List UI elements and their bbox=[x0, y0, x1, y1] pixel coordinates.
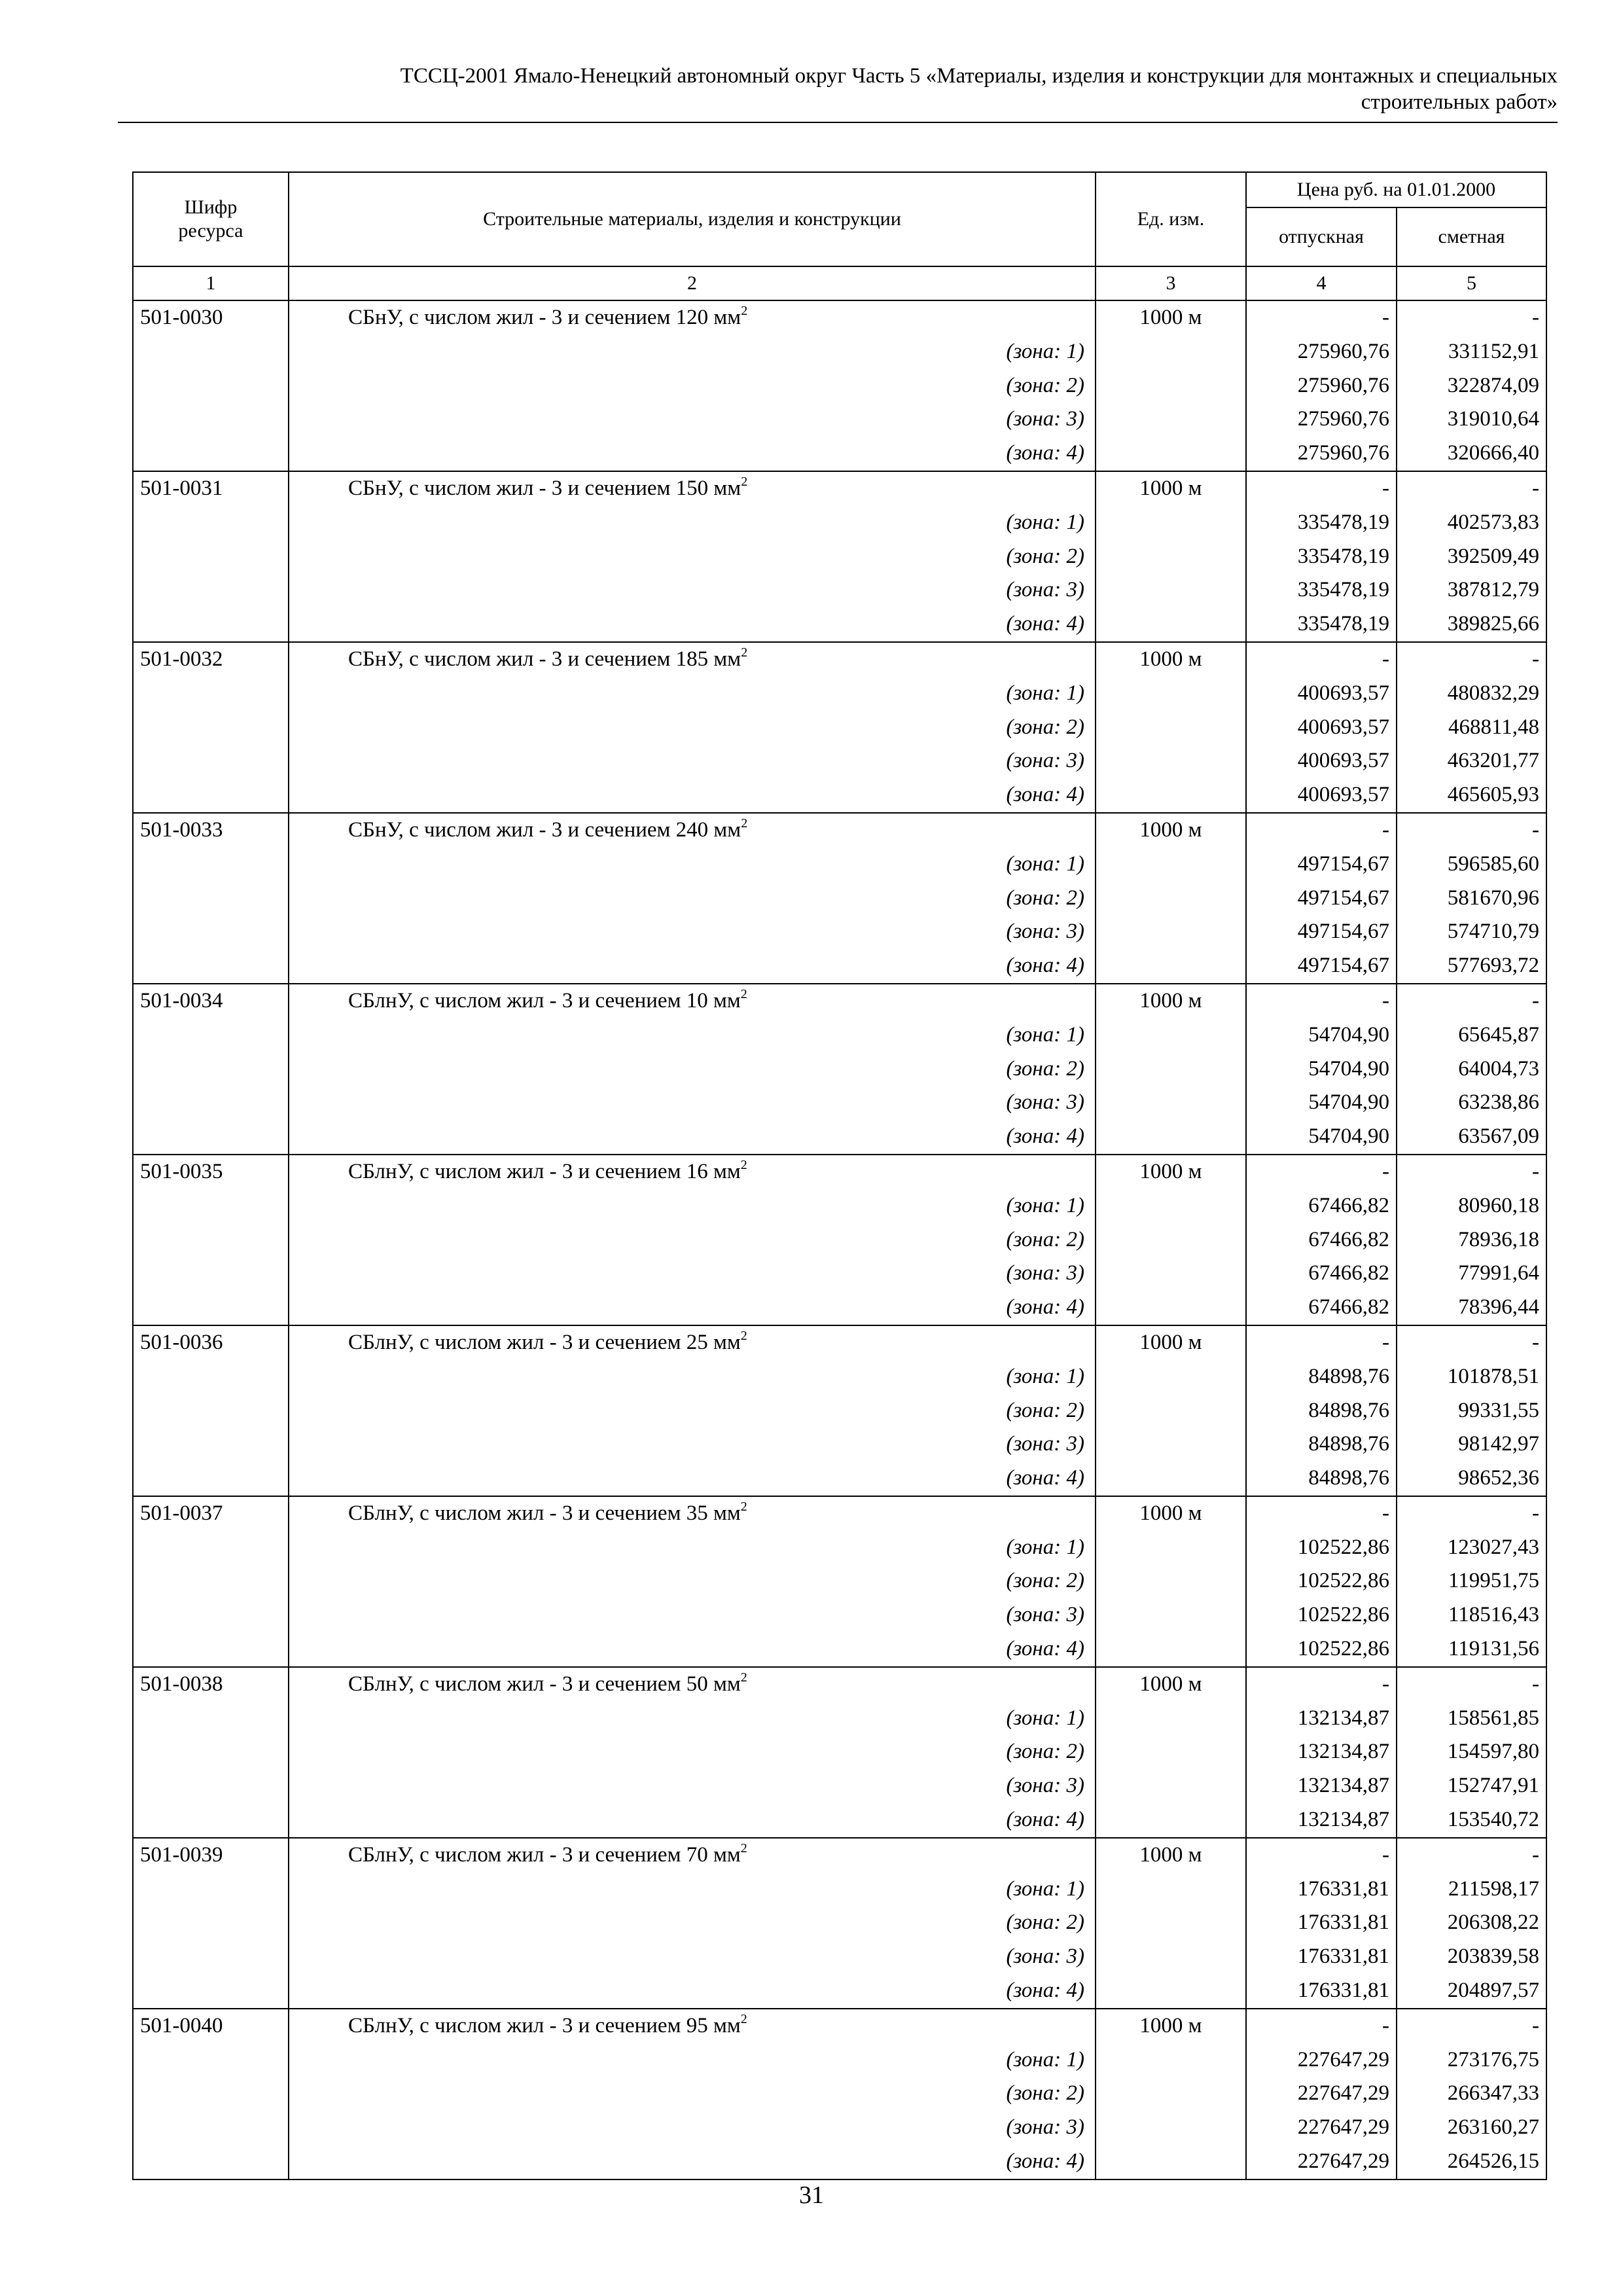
col-header-estimate: сметная bbox=[1397, 207, 1546, 266]
zone-label: (зона: 3) bbox=[1006, 1603, 1084, 1627]
table-row bbox=[133, 300, 1546, 471]
unit: 1000 м bbox=[1096, 1155, 1246, 1325]
zone-label: (зона: 3) bbox=[1006, 407, 1084, 431]
estimate-price: 203839,58 bbox=[1447, 1945, 1540, 1969]
estimate-price-cell bbox=[1397, 300, 1546, 471]
material-name bbox=[296, 1326, 1088, 1360]
zone-label: (зона: 2) bbox=[1006, 2081, 1084, 2106]
table-row bbox=[133, 1838, 1546, 2009]
release-price: 84898,76 bbox=[1308, 1432, 1389, 1456]
zone-label: (зона: 3) bbox=[1006, 920, 1084, 944]
estimate-price: 65645,87 bbox=[1458, 1022, 1540, 1047]
release-price-cell bbox=[1246, 471, 1397, 642]
column-number-row bbox=[133, 266, 1546, 300]
release-price: 67466,82 bbox=[1308, 1261, 1389, 1285]
estimate-price: 152747,91 bbox=[1447, 1774, 1540, 1798]
resource-code: 501-0040 bbox=[133, 2009, 289, 2179]
release-price: 67466,82 bbox=[1308, 1295, 1389, 1319]
release-price-cell bbox=[1246, 642, 1397, 813]
zone-label: (зона: 3) bbox=[1006, 749, 1084, 773]
col-header-name: Строительные материалы, изделия и конструкции bbox=[289, 172, 1096, 266]
estimate-price: 98652,36 bbox=[1458, 1466, 1540, 1490]
material-name-text: СБлнУ, с числом жил - 3 и сечением 16 мм bbox=[348, 1159, 741, 1183]
release-price: 400693,57 bbox=[1297, 749, 1389, 773]
release-price: - bbox=[1382, 2013, 1389, 2037]
zone-label: (зона: 1) bbox=[1006, 1876, 1084, 1901]
release-price: 275960,76 bbox=[1297, 373, 1389, 397]
material-name-cell bbox=[289, 642, 1096, 813]
zone-label: (зона: 2) bbox=[1006, 1910, 1084, 1935]
material-name bbox=[296, 472, 1088, 506]
material-name bbox=[296, 984, 1088, 1018]
unit-superscript: 2 bbox=[740, 1840, 747, 1856]
release-price: 227647,29 bbox=[1297, 2115, 1389, 2140]
estimate-price: - bbox=[1532, 1672, 1540, 1696]
zone-label: (зона: 4) bbox=[1006, 612, 1084, 636]
zone-label: (зона: 3) bbox=[1006, 1261, 1084, 1285]
release-price: 176331,81 bbox=[1297, 1979, 1389, 2003]
estimate-price: 389825,66 bbox=[1447, 612, 1540, 636]
zone-label: (зона: 4) bbox=[1006, 954, 1084, 978]
release-price: 497154,67 bbox=[1297, 954, 1389, 978]
release-price: 176331,81 bbox=[1297, 1910, 1389, 1935]
release-price: 84898,76 bbox=[1308, 1398, 1389, 1422]
page-number: 31 bbox=[799, 2181, 824, 2209]
unit: 1000 м bbox=[1096, 1325, 1246, 1496]
estimate-price: 264526,15 bbox=[1447, 2149, 1540, 2174]
estimate-price: 480832,29 bbox=[1447, 681, 1540, 705]
unit: 1000 м bbox=[1096, 1838, 1246, 2009]
release-price: 132134,87 bbox=[1297, 1706, 1389, 1730]
material-name-text: СБлнУ, с числом жил - 3 и сечением 25 мм bbox=[348, 1330, 741, 1354]
zone-label: (зона: 1) bbox=[1006, 1193, 1084, 1217]
release-price: 275960,76 bbox=[1297, 407, 1389, 431]
release-price: 227647,29 bbox=[1297, 2047, 1389, 2072]
release-price: 497154,67 bbox=[1297, 920, 1389, 944]
col-header-release: отпускная bbox=[1246, 207, 1397, 266]
release-price: - bbox=[1382, 476, 1389, 500]
material-name bbox=[296, 301, 1088, 335]
release-price-cell bbox=[1246, 1667, 1397, 1838]
estimate-price: 154597,80 bbox=[1447, 1740, 1540, 1764]
resource-code: 501-0032 bbox=[133, 642, 289, 813]
material-name bbox=[296, 1155, 1088, 1189]
zone-label: (зона: 3) bbox=[1006, 1945, 1084, 1969]
material-name-cell bbox=[289, 1325, 1096, 1496]
zone-label: (зона: 2) bbox=[1006, 544, 1084, 568]
estimate-price: 206308,22 bbox=[1447, 1910, 1540, 1935]
unit-superscript: 2 bbox=[740, 1499, 747, 1514]
material-name-text: СБнУ, с числом жил - 3 и сечением 150 мм bbox=[348, 476, 741, 500]
column-number: 5 bbox=[1397, 266, 1546, 300]
table-row bbox=[133, 1667, 1546, 1838]
release-price: - bbox=[1382, 1159, 1389, 1183]
estimate-price: - bbox=[1532, 647, 1540, 671]
unit-superscript: 2 bbox=[740, 1328, 747, 1343]
unit: 1000 м bbox=[1096, 1667, 1246, 1838]
release-price: 176331,81 bbox=[1297, 1876, 1389, 1901]
estimate-price: 78936,18 bbox=[1458, 1227, 1540, 1251]
unit-superscript: 2 bbox=[741, 645, 748, 660]
unit-superscript: 2 bbox=[741, 474, 748, 489]
zone-label: (зона: 4) bbox=[1006, 783, 1084, 807]
release-price: 84898,76 bbox=[1308, 1364, 1389, 1388]
zone-label: (зона: 3) bbox=[1006, 1090, 1084, 1115]
release-price: - bbox=[1382, 1330, 1389, 1354]
estimate-price: 64004,73 bbox=[1458, 1056, 1540, 1081]
material-name-cell bbox=[289, 984, 1096, 1155]
table-row bbox=[133, 642, 1546, 813]
release-price: - bbox=[1382, 306, 1389, 329]
zone-label: (зона: 4) bbox=[1006, 1466, 1084, 1490]
estimate-price: 463201,77 bbox=[1447, 749, 1540, 773]
zone-label: (зона: 2) bbox=[1006, 1569, 1084, 1593]
unit-superscript: 2 bbox=[740, 2011, 747, 2026]
material-name-cell bbox=[289, 471, 1096, 642]
zone-label: (зона: 1) bbox=[1006, 339, 1084, 363]
table-row bbox=[133, 1325, 1546, 1496]
release-price-cell bbox=[1246, 2009, 1397, 2179]
material-name-text: СБнУ, с числом жил - 3 и сечением 240 мм bbox=[348, 817, 741, 842]
release-price-cell bbox=[1246, 1155, 1397, 1325]
release-price: 132134,87 bbox=[1297, 1774, 1389, 1798]
release-price: - bbox=[1382, 1842, 1389, 1867]
estimate-price-cell bbox=[1397, 471, 1546, 642]
zone-label: (зона: 1) bbox=[1006, 1364, 1084, 1388]
release-price: 335478,19 bbox=[1297, 612, 1389, 636]
material-name-text: СБлнУ, с числом жил - 3 и сечением 50 мм bbox=[348, 1672, 741, 1696]
estimate-price: 320666,40 bbox=[1447, 441, 1540, 465]
resource-code: 501-0037 bbox=[133, 1496, 289, 1667]
estimate-price: 581670,96 bbox=[1447, 886, 1540, 910]
zone-label: (зона: 1) bbox=[1006, 2047, 1084, 2072]
material-name bbox=[296, 1668, 1088, 1702]
zone-label: (зона: 4) bbox=[1006, 441, 1084, 465]
zone-label: (зона: 3) bbox=[1006, 1774, 1084, 1798]
estimate-price: - bbox=[1532, 476, 1540, 500]
estimate-price: 596585,60 bbox=[1447, 852, 1540, 876]
estimate-price: - bbox=[1532, 1159, 1540, 1183]
release-price: 102522,86 bbox=[1297, 1535, 1389, 1559]
zone-label: (зона: 4) bbox=[1006, 1295, 1084, 1319]
estimate-price: 99331,55 bbox=[1458, 1398, 1540, 1422]
resource-code: 501-0035 bbox=[133, 1155, 289, 1325]
estimate-price-cell bbox=[1397, 813, 1546, 984]
material-name-text: СБнУ, с числом жил - 3 и сечением 185 мм bbox=[348, 647, 741, 671]
estimate-price-cell bbox=[1397, 1155, 1546, 1325]
estimate-price: 204897,57 bbox=[1447, 1979, 1540, 2003]
table-row bbox=[133, 1155, 1546, 1325]
unit: 1000 м bbox=[1096, 300, 1246, 471]
material-name bbox=[296, 2009, 1088, 2043]
release-price: 275960,76 bbox=[1297, 339, 1389, 363]
col-header-code: Шифр ресурса bbox=[133, 172, 289, 266]
page-header bbox=[118, 63, 1558, 115]
release-price: 67466,82 bbox=[1308, 1193, 1389, 1217]
zone-label: (зона: 2) bbox=[1006, 1056, 1084, 1081]
estimate-price: 263160,27 bbox=[1447, 2115, 1540, 2140]
release-price: 54704,90 bbox=[1308, 1056, 1389, 1081]
estimate-price: 402573,83 bbox=[1447, 510, 1540, 534]
table-body bbox=[133, 300, 1546, 2179]
release-price: 335478,19 bbox=[1297, 510, 1389, 534]
estimate-price: 392509,49 bbox=[1447, 544, 1540, 568]
material-name-text: СБнУ, с числом жил - 3 и сечением 120 мм bbox=[348, 306, 741, 329]
unit: 1000 м bbox=[1096, 813, 1246, 984]
zone-label: (зона: 2) bbox=[1006, 886, 1084, 910]
estimate-price: 123027,43 bbox=[1447, 1535, 1540, 1559]
column-number: 2 bbox=[289, 266, 1096, 300]
release-price: 335478,19 bbox=[1297, 544, 1389, 568]
zone-label: (зона: 3) bbox=[1006, 578, 1084, 602]
estimate-price: - bbox=[1532, 1501, 1540, 1525]
estimate-price: 574710,79 bbox=[1447, 920, 1540, 944]
release-price: 400693,57 bbox=[1297, 715, 1389, 739]
release-price: 67466,82 bbox=[1308, 1227, 1389, 1251]
estimate-price-cell bbox=[1397, 1496, 1546, 1667]
unit: 1000 м bbox=[1096, 984, 1246, 1155]
estimate-price: - bbox=[1532, 1842, 1540, 1867]
estimate-price-cell bbox=[1397, 2009, 1546, 2179]
release-price: 54704,90 bbox=[1308, 1090, 1389, 1115]
material-name-text: СБлнУ, с числом жил - 3 и сечением 70 мм bbox=[348, 1842, 741, 1867]
estimate-price-cell bbox=[1397, 1325, 1546, 1496]
release-price: 497154,67 bbox=[1297, 852, 1389, 876]
release-price-cell bbox=[1246, 1496, 1397, 1667]
release-price-cell bbox=[1246, 1838, 1397, 2009]
resource-code: 501-0038 bbox=[133, 1667, 289, 1838]
release-price: - bbox=[1382, 988, 1389, 1013]
release-price: - bbox=[1382, 817, 1389, 842]
estimate-price: 465605,93 bbox=[1447, 783, 1540, 807]
zone-label: (зона: 1) bbox=[1006, 510, 1084, 534]
release-price: - bbox=[1382, 647, 1389, 671]
material-name-text: СБлнУ, с числом жил - 3 и сечением 10 мм bbox=[348, 988, 741, 1013]
zone-label: (зона: 4) bbox=[1006, 2149, 1084, 2174]
resource-code: 501-0033 bbox=[133, 813, 289, 984]
zone-label: (зона: 1) bbox=[1006, 1022, 1084, 1047]
estimate-price: 322874,09 bbox=[1447, 373, 1540, 397]
release-price: 102522,86 bbox=[1297, 1603, 1389, 1627]
header-line-1: ТССЦ-2001 Ямало-Ненецкий автономный округ Часть 5 «Материалы, изделия и конструкции для монтажных и специальных bbox=[400, 64, 1558, 88]
estimate-price: 273176,75 bbox=[1447, 2047, 1540, 2072]
resource-code: 501-0031 bbox=[133, 471, 289, 642]
estimate-price: - bbox=[1532, 817, 1540, 842]
estimate-price-cell bbox=[1397, 1838, 1546, 2009]
col-header-unit: Ед. изм. bbox=[1096, 172, 1246, 266]
estimate-price: 119131,56 bbox=[1448, 1637, 1540, 1661]
release-price: 102522,86 bbox=[1297, 1569, 1389, 1593]
material-name-cell bbox=[289, 1155, 1096, 1325]
estimate-price: - bbox=[1532, 2013, 1540, 2037]
estimate-price: 266347,33 bbox=[1447, 2081, 1540, 2106]
estimate-price: 319010,64 bbox=[1447, 407, 1540, 431]
estimate-price-cell bbox=[1397, 1667, 1546, 1838]
zone-label: (зона: 1) bbox=[1006, 852, 1084, 876]
zone-label: (зона: 2) bbox=[1006, 1227, 1084, 1251]
release-price: 497154,67 bbox=[1297, 886, 1389, 910]
resource-code: 501-0030 bbox=[133, 300, 289, 471]
price-table bbox=[132, 171, 1547, 2180]
zone-label: (зона: 4) bbox=[1006, 1124, 1084, 1149]
estimate-price: - bbox=[1532, 1330, 1540, 1354]
release-price-cell bbox=[1246, 984, 1397, 1155]
zone-label: (зона: 2) bbox=[1006, 373, 1084, 397]
table-row bbox=[133, 471, 1546, 642]
estimate-price: - bbox=[1532, 306, 1540, 329]
estimate-price: 118516,43 bbox=[1448, 1603, 1540, 1627]
zone-label: (зона: 1) bbox=[1006, 681, 1084, 705]
zone-label: (зона: 2) bbox=[1006, 715, 1084, 739]
zone-label: (зона: 2) bbox=[1006, 1740, 1084, 1764]
column-number: 3 bbox=[1096, 266, 1246, 300]
release-price: 335478,19 bbox=[1297, 578, 1389, 602]
material-name bbox=[296, 1497, 1088, 1531]
header-line-2: строительных работ» bbox=[1361, 90, 1558, 114]
estimate-price-cell bbox=[1397, 642, 1546, 813]
material-name-cell bbox=[289, 300, 1096, 471]
unit: 1000 м bbox=[1096, 1496, 1246, 1667]
table-row bbox=[133, 2009, 1546, 2179]
estimate-price: 101878,51 bbox=[1447, 1364, 1540, 1388]
release-price: 54704,90 bbox=[1308, 1022, 1389, 1047]
table-row bbox=[133, 813, 1546, 984]
resource-code: 501-0039 bbox=[133, 1838, 289, 2009]
zone-label: (зона: 1) bbox=[1006, 1706, 1084, 1730]
col-header-price-group: Цена руб. на 01.01.2000 bbox=[1246, 172, 1546, 207]
table-row bbox=[133, 1496, 1546, 1667]
unit-superscript: 2 bbox=[741, 816, 748, 831]
material-name-cell bbox=[289, 1496, 1096, 1667]
estimate-price-cell bbox=[1397, 984, 1546, 1155]
release-price-cell bbox=[1246, 813, 1397, 984]
unit-superscript: 2 bbox=[740, 1670, 747, 1685]
estimate-price: - bbox=[1532, 988, 1540, 1013]
release-price: 176331,81 bbox=[1297, 1945, 1389, 1969]
estimate-price: 211598,17 bbox=[1448, 1876, 1540, 1901]
material-name-cell bbox=[289, 2009, 1096, 2179]
unit-superscript: 2 bbox=[741, 304, 748, 318]
unit-superscript: 2 bbox=[740, 986, 747, 1001]
header-rule bbox=[118, 122, 1558, 123]
material-name-cell bbox=[289, 813, 1096, 984]
estimate-price: 80960,18 bbox=[1458, 1193, 1540, 1217]
release-price: - bbox=[1382, 1672, 1389, 1696]
estimate-price: 119951,75 bbox=[1448, 1569, 1540, 1593]
column-number: 4 bbox=[1246, 266, 1397, 300]
resource-code: 501-0034 bbox=[133, 984, 289, 1155]
release-price: 132134,87 bbox=[1297, 1740, 1389, 1764]
estimate-price: 158561,85 bbox=[1447, 1706, 1540, 1730]
zone-label: (зона: 4) bbox=[1006, 1637, 1084, 1661]
material-name bbox=[296, 643, 1088, 677]
estimate-price: 387812,79 bbox=[1447, 578, 1540, 602]
estimate-price: 63567,09 bbox=[1458, 1124, 1540, 1149]
resource-code: 501-0036 bbox=[133, 1325, 289, 1496]
release-price-cell bbox=[1246, 300, 1397, 471]
material-name bbox=[296, 814, 1088, 848]
release-price: 400693,57 bbox=[1297, 783, 1389, 807]
release-price: 54704,90 bbox=[1308, 1124, 1389, 1149]
material-name-cell bbox=[289, 1667, 1096, 1838]
material-name-text: СБлнУ, с числом жил - 3 и сечением 95 мм bbox=[348, 2013, 741, 2037]
column-number: 1 bbox=[133, 266, 289, 300]
estimate-price: 577693,72 bbox=[1447, 954, 1540, 978]
estimate-price: 468811,48 bbox=[1448, 715, 1540, 739]
material-name bbox=[296, 1839, 1088, 1873]
estimate-price: 98142,97 bbox=[1458, 1432, 1540, 1456]
release-price: 227647,29 bbox=[1297, 2081, 1389, 2106]
material-name-cell bbox=[289, 1838, 1096, 2009]
zone-label: (зона: 2) bbox=[1006, 1398, 1084, 1422]
estimate-price: 153540,72 bbox=[1447, 1808, 1540, 1832]
unit: 1000 м bbox=[1096, 642, 1246, 813]
zone-label: (зона: 3) bbox=[1006, 1432, 1084, 1456]
release-price: 102522,86 bbox=[1297, 1637, 1389, 1661]
zone-label: (зона: 1) bbox=[1006, 1535, 1084, 1559]
release-price: 227647,29 bbox=[1297, 2149, 1389, 2174]
estimate-price: 331152,91 bbox=[1448, 339, 1540, 363]
zone-label: (зона: 4) bbox=[1006, 1979, 1084, 2003]
unit-superscript: 2 bbox=[740, 1157, 747, 1172]
estimate-price: 78396,44 bbox=[1458, 1295, 1540, 1319]
release-price: 275960,76 bbox=[1297, 441, 1389, 465]
release-price-cell bbox=[1246, 1325, 1397, 1496]
release-price: 400693,57 bbox=[1297, 681, 1389, 705]
unit: 1000 м bbox=[1096, 2009, 1246, 2179]
material-name-text: СБлнУ, с числом жил - 3 и сечением 35 мм bbox=[348, 1501, 741, 1525]
zone-label: (зона: 3) bbox=[1006, 2115, 1084, 2140]
release-price: - bbox=[1382, 1501, 1389, 1525]
estimate-price: 63238,86 bbox=[1458, 1090, 1540, 1115]
table-row bbox=[133, 984, 1546, 1155]
release-price: 132134,87 bbox=[1297, 1808, 1389, 1832]
release-price: 84898,76 bbox=[1308, 1466, 1389, 1490]
zone-label: (зона: 4) bbox=[1006, 1808, 1084, 1832]
estimate-price: 77991,64 bbox=[1458, 1261, 1540, 1285]
unit: 1000 м bbox=[1096, 471, 1246, 642]
